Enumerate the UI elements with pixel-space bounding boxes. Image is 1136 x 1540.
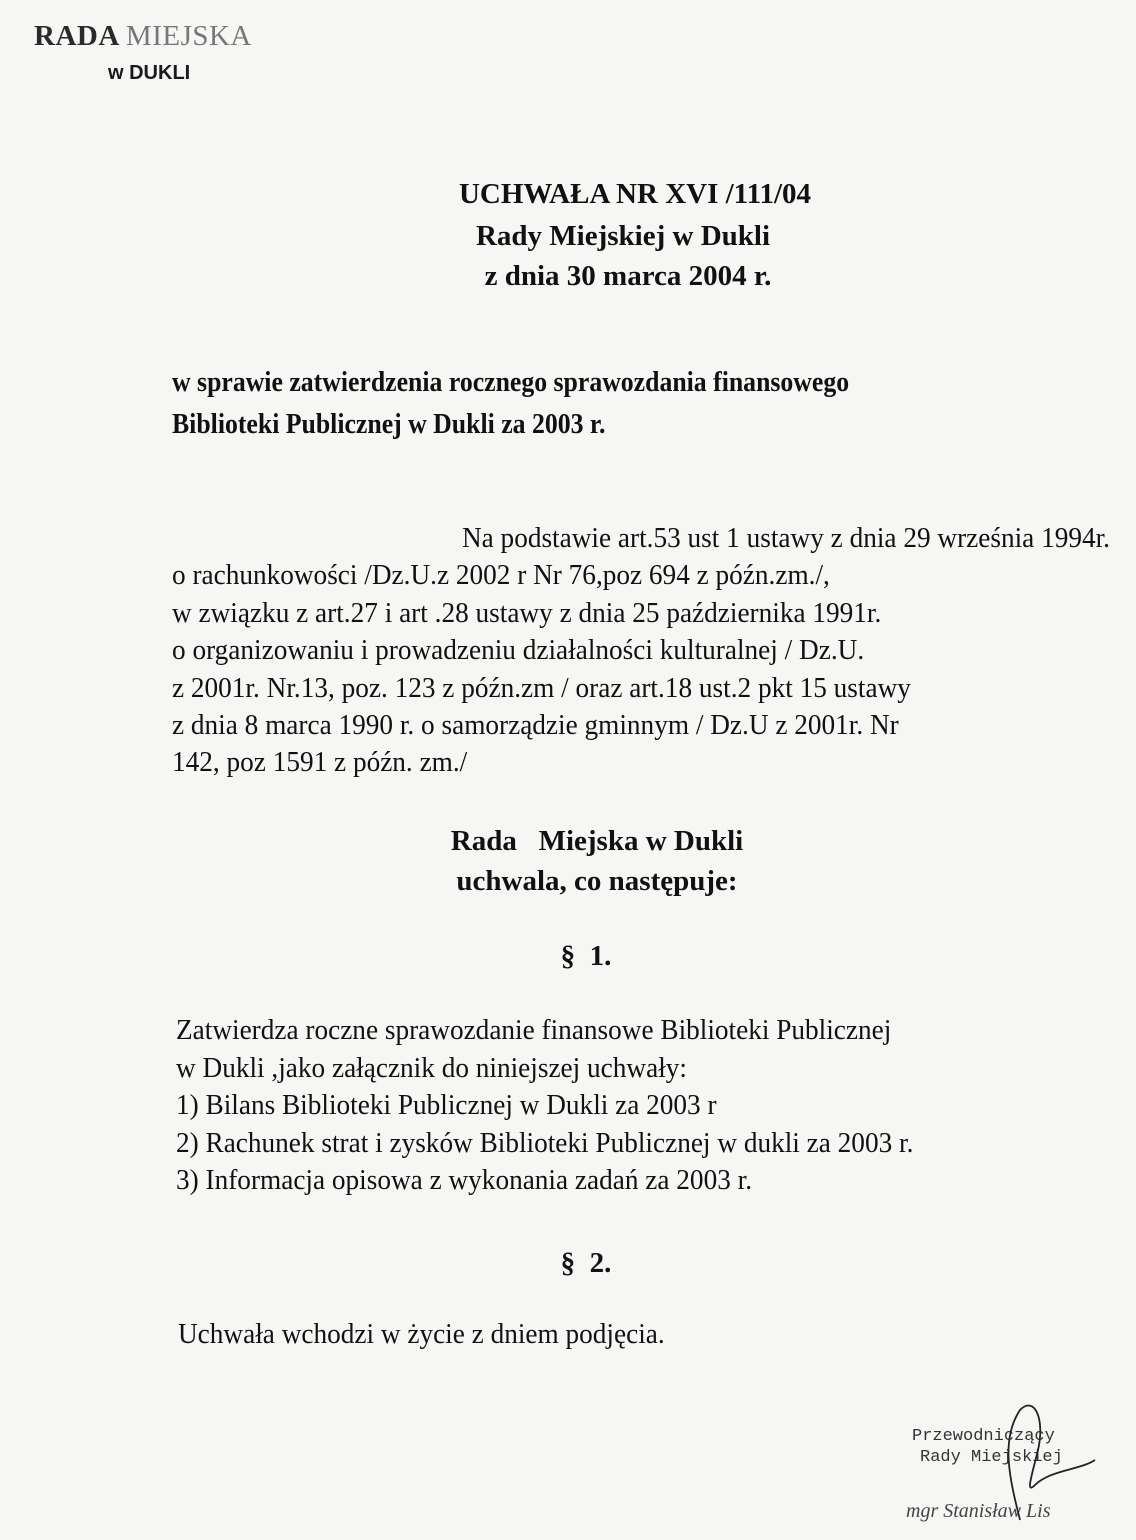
signatory-role-line-2: Rady Miejskiej [920, 1448, 1063, 1467]
signatory-role-line-1: Przewodniczący [912, 1427, 1055, 1446]
resolution-title: UCHWAŁA NR XVI /111/04 [458, 178, 812, 210]
list-item: 3) Informacja opisowa z wykonania zadań za 2003 r. [176, 1164, 753, 1196]
legal-basis [172, 520, 1110, 782]
resolution-issuer: Rady Miejskiej w Dukli [475, 220, 771, 252]
paragraph-1-body [176, 1012, 960, 1200]
paragraph-1-intro: Zatwierdza roczne sprawozdanie finansowe Biblioteki Publicznej [176, 1014, 892, 1046]
paragraph-1-intro-cont: w Dukli ,jako załącznik do niniejszej uchwały: [176, 1051, 687, 1084]
council-name: Rada Miejska w Dukli [450, 825, 744, 857]
legal-basis-line: o rachunkowości /Dz.U.z 2002 r Nr 76,poz 694 z późn.zm./, [172, 559, 830, 592]
legal-basis-line: w związku z art.27 i art .28 ustawy z dnia 25 października 1991r. [172, 596, 882, 629]
paragraph-2-heading: § 2. [560, 1247, 612, 1279]
subject-line-1: w sprawie zatwierdzenia rocznego sprawozdania finansowego [172, 367, 850, 398]
legal-basis-line: Na podstawie art.53 ust 1 ustawy z dnia 29 września 1994r. [461, 522, 1111, 554]
legal-basis-line: 142, poz 1591 z późn. zm./ [172, 746, 468, 779]
resolution-date: z dnia 30 marca 2004 r. [484, 260, 772, 292]
list-item: 2) Rachunek strat i zysków Biblioteki Publicznej w dukli za 2003 r. [176, 1126, 914, 1159]
stamp-line-2: w DUKLI [108, 62, 191, 84]
list-item: 1) Bilans Biblioteki Publicznej w Dukli za 2003 r [176, 1089, 717, 1121]
handwritten-signature [990, 1400, 1110, 1540]
legal-basis-line: z 2001r. Nr.13, poz. 123 z późn.zm / oraz art.18 ust.2 pkt 15 ustawy [172, 671, 911, 704]
signatory-name: mgr Stanisław Lis [906, 1500, 1051, 1522]
legal-basis-line: o organizowaniu i prowadzeniu działalności kulturalnej / Dz.U. [172, 634, 865, 667]
resolution-formula: uchwala, co następuje: [456, 865, 738, 897]
paragraph-2-text: Uchwała wchodzi w życie z dniem podjęcia. [178, 1318, 665, 1350]
stamp-line-1: RADA MIEJSKA [34, 20, 252, 52]
paragraph-1-heading: § 1. [560, 940, 612, 972]
subject-line-2: Biblioteki Publicznej w Dukli za 2003 r. [172, 409, 606, 440]
legal-basis-line: z dnia 8 marca 1990 r. o samorządzie gminnym / Dz.U z 2001r. Nr [172, 709, 899, 742]
